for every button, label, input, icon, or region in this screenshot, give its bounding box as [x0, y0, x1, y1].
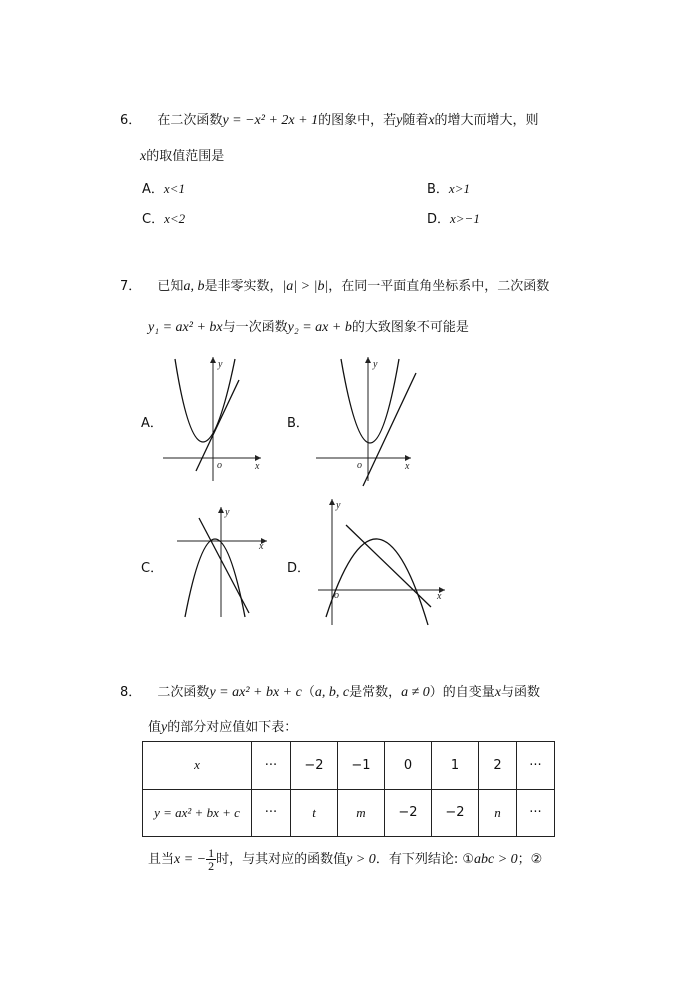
- q6-option-c-text: x<2: [164, 211, 186, 226]
- q8-last-x: x = −: [174, 852, 207, 867]
- q7-ab: a, b: [183, 279, 205, 294]
- table-row-x: [143, 742, 555, 790]
- q8-stem-a: 二次函数: [157, 685, 210, 700]
- q8-last-a: 且当: [148, 852, 175, 867]
- line-graph: [196, 380, 239, 471]
- q6-stem-b: 的图象中，若: [318, 113, 397, 128]
- y-axis-label: y: [336, 500, 341, 511]
- q8-fraction: [206, 847, 216, 872]
- q8-last-d: ；②: [517, 852, 543, 867]
- table-cell: −2: [385, 789, 432, 837]
- y-axis-label: y: [225, 507, 230, 518]
- q7-y2: y₂ = ax + b: [287, 320, 352, 335]
- q6-option-d-key: D．: [427, 212, 451, 227]
- q6-option-a-key: A．: [142, 182, 164, 197]
- q8-frac-den: 2: [208, 859, 215, 873]
- q6-line2: [140, 145, 224, 165]
- q8-stem-c: 与函数: [501, 685, 541, 700]
- q8-frac-num: 1: [208, 846, 215, 860]
- q6-option-c[interactable]: [142, 208, 185, 227]
- table-cell: ···: [252, 789, 291, 837]
- q7-graph-a[interactable]: [163, 355, 268, 485]
- q8-abc: a, b, c: [314, 685, 350, 700]
- y-axis-arrow-icon: [365, 357, 371, 363]
- q6-formula: y = −x² + 2x + 1: [222, 113, 319, 128]
- q7-y1: y₁ = ax² + bx: [148, 320, 223, 335]
- q8-line2-b: 的部分对应值如下表：: [167, 720, 298, 735]
- x-axis-label: x: [437, 591, 442, 602]
- y-axis-arrow-icon: [329, 499, 335, 505]
- q8-formula: y = ax² + bx + c: [209, 685, 302, 700]
- q6-number: 6．: [120, 113, 142, 128]
- line-graph: [346, 525, 431, 607]
- q8-paren-open: （: [301, 685, 315, 700]
- q8-paren-close: ）的自变量: [429, 685, 495, 700]
- q7-tail: 的大致图象不可能是: [351, 320, 469, 335]
- q8-value-table: [142, 741, 555, 837]
- origin-label: o: [217, 460, 222, 471]
- table-cell: n: [479, 789, 517, 837]
- q6-line2-text: 的取值范围是: [146, 149, 225, 164]
- q6-stem-a: 在二次函数: [157, 113, 223, 128]
- line-graph: [199, 518, 249, 613]
- q7-stem-c: ，在同一平面直角坐标系中，二次函数: [328, 279, 550, 294]
- table-cell: 2: [479, 742, 517, 790]
- q8-var-y: y: [161, 720, 168, 735]
- table-cell: x: [143, 742, 252, 790]
- table-cell: 0: [385, 742, 432, 790]
- q8-last-b: 时，与其对应的函数值: [216, 852, 347, 867]
- parabola-curve: [185, 539, 245, 617]
- q6-var-y: y: [396, 113, 403, 128]
- x-axis-label: x: [405, 461, 410, 472]
- q7-graph-d[interactable]: [318, 497, 448, 632]
- q7-graph-b[interactable]: [313, 355, 418, 490]
- parabola-curve: [175, 359, 235, 442]
- q8-cond: a ≠ 0: [401, 685, 430, 700]
- q6-line2-var: x: [140, 149, 147, 164]
- q8-stem: [120, 681, 540, 701]
- q7-abs-cond: |a| > |b|: [282, 279, 329, 294]
- table-cell: t: [291, 789, 338, 837]
- q7-graph-c[interactable]: [177, 505, 272, 625]
- q6-stem: [120, 109, 539, 129]
- q8-last-cond: y > 0: [346, 852, 376, 867]
- table-cell: m: [338, 789, 385, 837]
- origin-label: o: [357, 460, 362, 471]
- q6-option-b-key: B．: [427, 182, 449, 197]
- q7-stem-a: 已知: [157, 279, 184, 294]
- table-cell: ···: [517, 789, 555, 837]
- table-row-y: [143, 789, 555, 837]
- q8-last-abc: abc > 0: [473, 852, 518, 867]
- q6-option-b-text: x>1: [448, 181, 470, 196]
- x-axis-label: x: [259, 541, 264, 552]
- table-cell: −2: [432, 789, 479, 837]
- q7-option-d-label[interactable]: D．: [287, 561, 311, 576]
- q6-option-a[interactable]: [142, 178, 185, 197]
- q7-number: 7．: [120, 279, 142, 294]
- q7-stem-b: 是非零实数，: [204, 279, 283, 294]
- table-cell: 1: [432, 742, 479, 790]
- q8-line2: [148, 716, 297, 736]
- q8-last-c: ．有下列结论: ①: [375, 852, 474, 867]
- y-axis-arrow-icon: [210, 357, 216, 363]
- y-axis-label: y: [373, 359, 378, 370]
- q6-option-d[interactable]: [427, 208, 480, 227]
- q6-option-c-key: C．: [142, 212, 165, 227]
- origin-label: o: [334, 590, 339, 601]
- q6-option-a-text: x<1: [163, 181, 185, 196]
- q8-last-line: [148, 847, 542, 872]
- q6-var-x: x: [428, 113, 435, 128]
- q7-option-c-label[interactable]: C．: [141, 561, 164, 576]
- q6-option-d-text: x>−1: [450, 211, 480, 226]
- q8-line2-a: 值: [148, 720, 162, 735]
- q7-mid: 与一次函数: [222, 320, 288, 335]
- q7-option-b-label[interactable]: B．: [287, 416, 309, 431]
- q8-var-x: x: [494, 685, 502, 700]
- parabola-curve: [326, 539, 428, 625]
- q7-stem: [120, 275, 549, 295]
- q8-number: 8．: [120, 685, 142, 700]
- q6-stem-c: 随着: [402, 113, 429, 128]
- q8-stem-b: 是常数，: [349, 685, 402, 700]
- x-axis-label: x: [255, 461, 260, 472]
- q6-option-b[interactable]: [427, 178, 470, 197]
- y-axis-arrow-icon: [218, 507, 224, 513]
- table-cell: −1: [338, 742, 385, 790]
- table-cell: ···: [252, 742, 291, 790]
- table-cell: ···: [517, 742, 555, 790]
- table-cell: y = ax² + bx + c: [143, 789, 252, 837]
- y-axis-label: y: [218, 359, 223, 370]
- table-cell: −2: [291, 742, 338, 790]
- q6-stem-d: 的增大而增大，则: [434, 113, 539, 128]
- parabola-curve: [341, 359, 399, 443]
- q7-option-a-label[interactable]: A．: [141, 416, 163, 431]
- q7-line2: [148, 316, 469, 336]
